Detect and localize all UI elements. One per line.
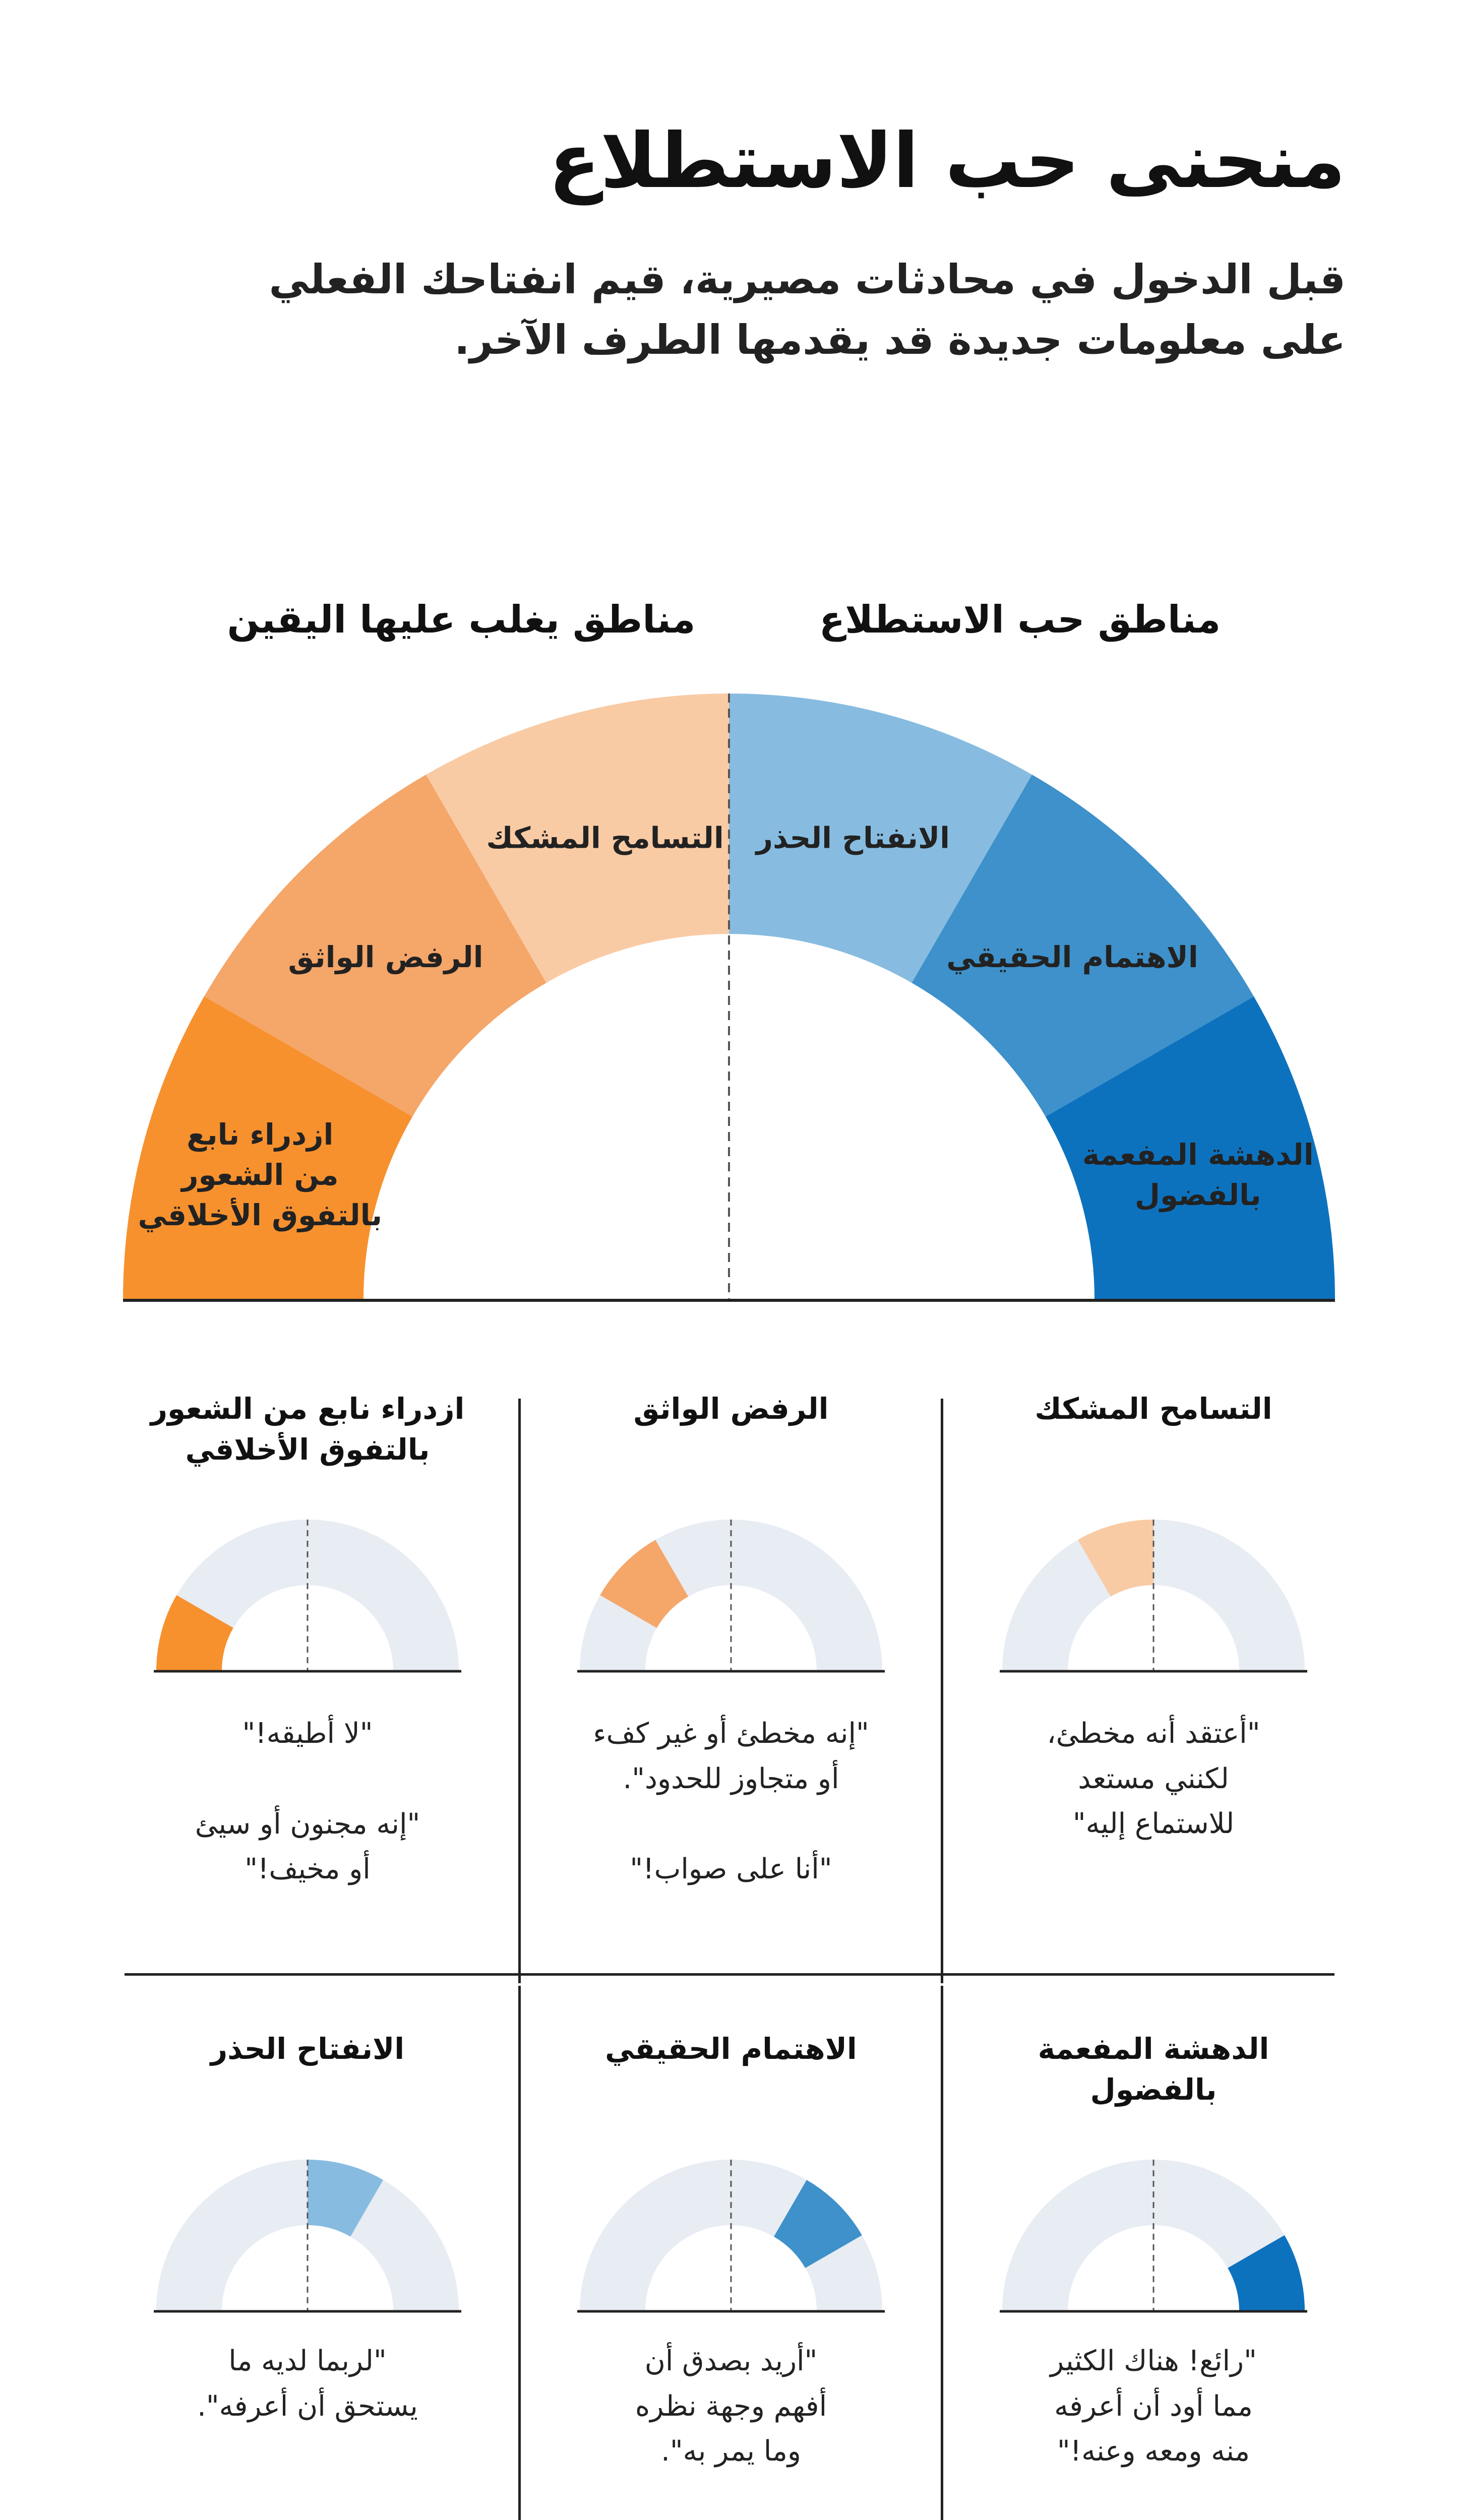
quote-line: "أعتقد أنه مخطئ،	[1047, 1717, 1260, 1750]
grid-divider-vertical-left-lower	[518, 1986, 521, 2520]
panel-quote-contempt	[96, 1711, 519, 1892]
panel-title-line: بالفضول	[1090, 2072, 1217, 2107]
panel-title-rejection	[519, 1389, 943, 1429]
certainty-zones-heading: مناطق يغلب عليها اليقين	[227, 597, 696, 642]
quote-line: للاستماع إليه"	[1072, 1807, 1235, 1841]
quote-line: "إنه مجنون أو سيئ	[195, 1807, 420, 1841]
quote-line: لكنني مستعد	[1078, 1762, 1229, 1795]
panel-quote-interest	[519, 2339, 943, 2474]
arc-label-wonder-line-2: بالفضول	[1134, 1177, 1261, 1212]
quote-line: منه ومعه وعنه!"	[1057, 2435, 1250, 2468]
main-curiosity-arc	[0, 655, 1458, 1341]
quote-line: أو مخيف!"	[245, 1853, 371, 1886]
gauge-tolerance	[942, 1512, 1365, 1678]
arc-label-tolerance: التسامح المشكك	[486, 821, 724, 855]
panel-title-tolerance	[942, 1389, 1365, 1429]
quote-line: يستحق أن أعرفه".	[197, 2389, 418, 2423]
panel-title-openness	[96, 2029, 519, 2069]
arc-label-contempt-line-1: ازدراء نابع	[187, 1117, 334, 1152]
panel-quote-wonder	[942, 2339, 1365, 2474]
gauge-openness	[96, 2152, 519, 2318]
quote-spacer	[96, 1756, 519, 1802]
panel-title-interest	[519, 2029, 943, 2069]
panel-title-contempt	[96, 1389, 519, 1470]
arc-label-contempt-line-3: بالتفوق الأخلاقي	[138, 1198, 383, 1232]
panel-title-line: التسامح المشكك	[1035, 1392, 1272, 1426]
quote-line: وما يمر به".	[661, 2435, 801, 2468]
panel-quote-rejection	[519, 1711, 943, 1892]
panel-quote-openness	[96, 2339, 519, 2429]
panel-title-line: الانفتاح الحذر	[210, 2032, 405, 2066]
quote-line: أو متجاوز للحدود".	[623, 1762, 839, 1795]
panel-title-line: الدهشة المفعمة	[1038, 2032, 1269, 2066]
grid-divider-vertical-right-lower	[941, 1986, 943, 2520]
gauge-interest	[519, 2152, 943, 2318]
arc-label-rejection: الرفض الواثق	[288, 940, 483, 975]
panel-title-wonder	[942, 2029, 1365, 2110]
panel-title-line: الرفض الواثق	[633, 1392, 829, 1426]
quote-line: أفهم وجهة نظره	[635, 2389, 827, 2423]
arc-label-wonder-line-1: الدهشة المفعمة	[1082, 1137, 1314, 1172]
quote-line: "إنه مخطئ أو غير كفء	[593, 1717, 869, 1750]
grid-divider-vertical-left	[518, 1399, 521, 1983]
arc-label-interest: الاهتمام الحقيقي	[946, 940, 1198, 975]
page-subtitle: قبل الدخول في محادثات مصيرية، قيم انفتاحك الفعلي على معلومات جديدة قد يقدمها الطرف الآخر.	[269, 256, 1346, 363]
gauge-contempt	[96, 1512, 519, 1678]
gauge-rejection	[519, 1512, 943, 1678]
curiosity-zones-heading: مناطق حب الاستطلاع	[819, 597, 1221, 642]
quote-line: "أنا على صواب!"	[630, 1853, 832, 1886]
quote-spacer	[519, 1801, 943, 1847]
arc-label-openness: الانفتاح الحذر	[756, 821, 950, 855]
grid-divider-vertical-right	[941, 1399, 943, 1983]
quote-line: "رائع! هناك الكثير	[1050, 2345, 1257, 2377]
quote-line: مما أود أن أعرفه	[1054, 2389, 1253, 2423]
page-title: منحنى حب الاستطلاع	[549, 117, 1346, 205]
gauge-wonder	[942, 2152, 1365, 2318]
quote-line: "لا أطيقه!"	[242, 1717, 373, 1750]
arc-label-contempt-line-2: من الشعور	[181, 1157, 339, 1192]
panel-title-line: بالتفوق الأخلاقي	[185, 1432, 430, 1467]
quote-line: "أريد بصدق أن	[644, 2345, 818, 2377]
panel-title-line: الاهتمام الحقيقي	[605, 2032, 857, 2066]
quote-line: "لربما لديه ما	[228, 2345, 387, 2377]
grid-divider-horizontal	[125, 1973, 1334, 1976]
panel-title-line: ازدراء نابع من الشعور	[150, 1392, 465, 1426]
panel-quote-tolerance	[942, 1711, 1365, 1847]
